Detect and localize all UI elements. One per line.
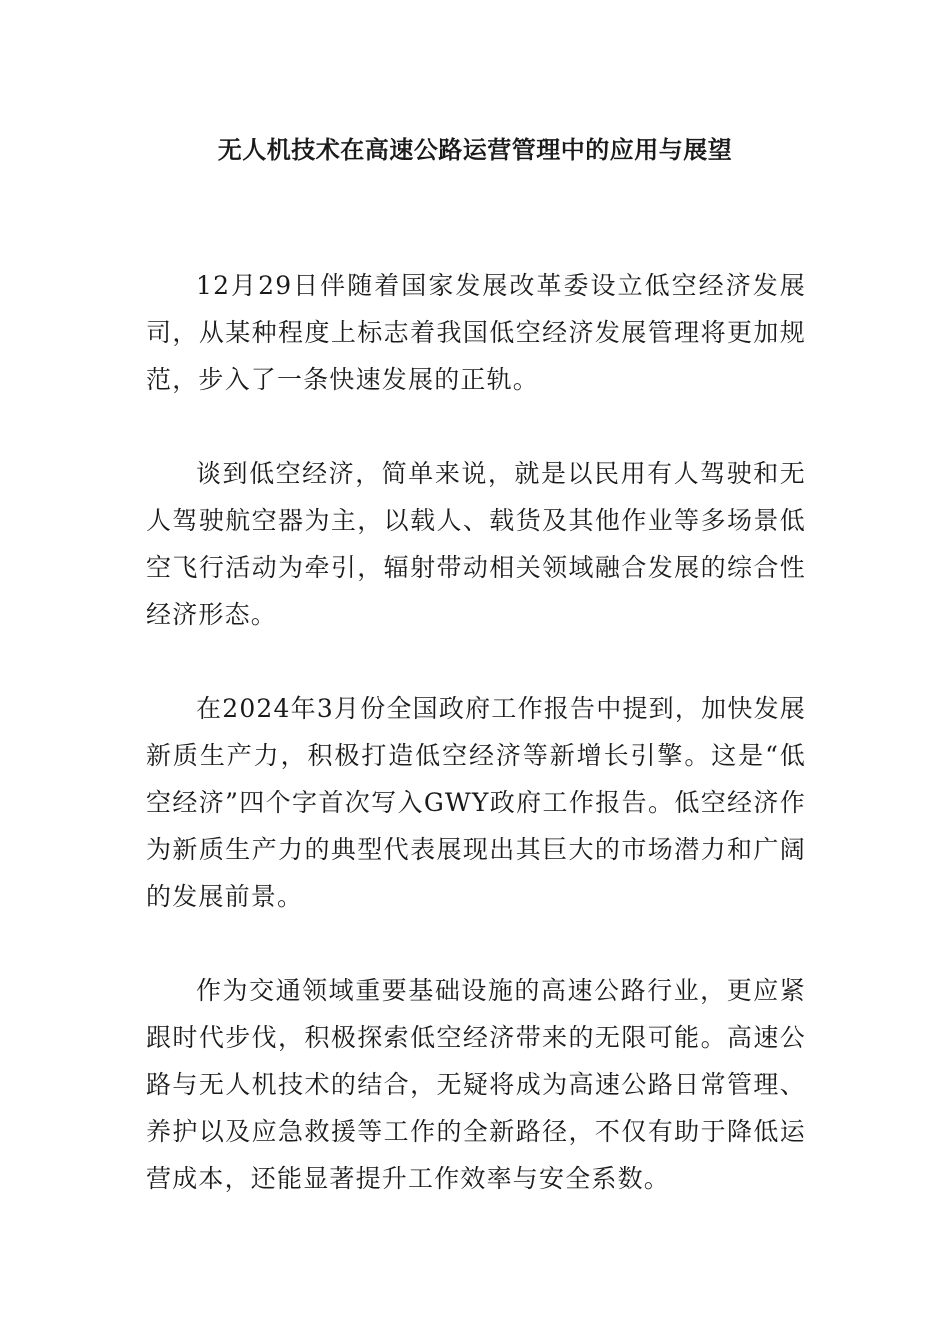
- paragraph: 谈到低空经济，简单来说，就是以民用有人驾驶和无人驾驶航空器为主，以载人、载货及其他作业等多场景低空飞行活动为牵引，辐射带动相关领域融合发展的综合性经济形态。: [146, 459, 806, 629]
- paragraph: 在2024年3月份全国政府工作报告中提到，加快发展新质生产力，积极打造低空经济等新增长引擎。这是“低空经济”四个字首次写入GWY政府工作报告。低空经济作为新质生产力的典型代表展现出其巨大的市场潜力和广阔的发展前景。: [146, 694, 806, 911]
- document-body: [146, 262, 806, 1249]
- document-title: 无人机技术在高速公路运营管理中的应用与展望: [217, 135, 733, 164]
- paragraph: 12月29日伴随着国家发展改革委设立低空经济发展司，从某种程度上标志着我国低空经济发展管理将更加规范，步入了一条快速发展的正轨。: [146, 271, 806, 394]
- paragraph: 作为交通领域重要基础设施的高速公路行业，更应紧跟时代步伐，积极探索低空经济带来的无限可能。高速公路与无人机技术的结合，无疑将成为高速公路日常管理、养护以及应急救援等工作的全新路径，不仅有助于降低运营成本，还能显著提升工作效率与安全系数。: [146, 976, 806, 1193]
